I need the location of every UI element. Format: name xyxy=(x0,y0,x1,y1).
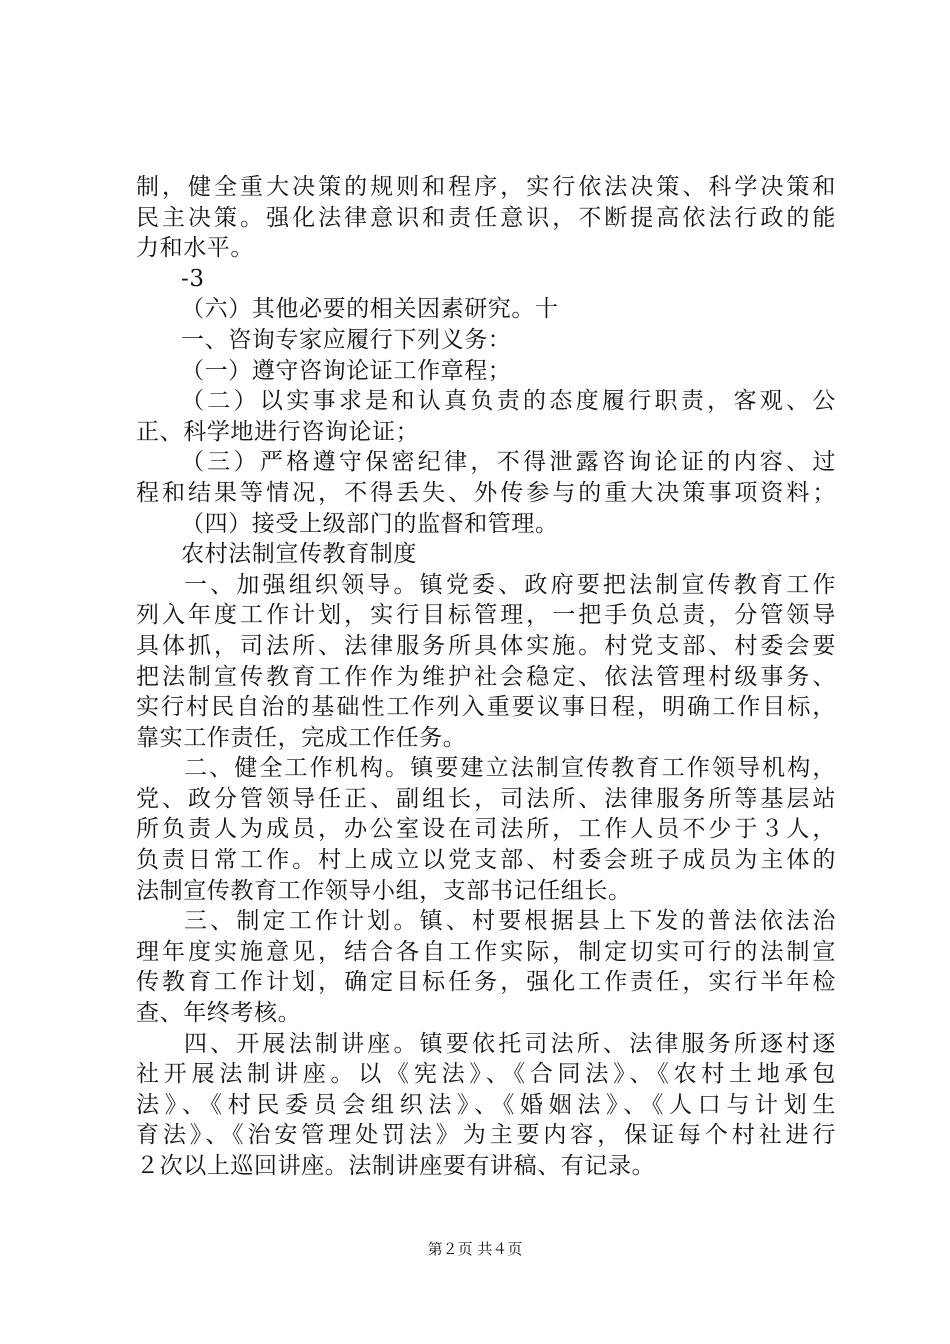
text-line: 一、咨询专家应履行下列义务： xyxy=(181,326,512,353)
text-line: （二）以实事求是和认真负责的态度履行职责，客观、公 xyxy=(181,388,836,415)
text-line: 实行村民自治的基础性工作列入重要议事日程，明确工作目标， xyxy=(136,694,836,721)
text-line: 育法》、《治安管理处罚法》为主要内容，保证每个村社进行 xyxy=(136,1122,836,1149)
text-line: 传教育工作计划，确定目标任务，强化工作责任，实行半年检 xyxy=(136,969,836,996)
text-line: 具体抓，司法所、法律服务所具体实施。村党支部、村委会要 xyxy=(136,632,836,659)
document-body xyxy=(136,172,836,1182)
text-line: 负责日常工作。村上成立以党支部、村委会班子成员为主体的 xyxy=(136,847,836,874)
text-line: 党、政分管领导任正、副组长，司法所、法律服务所等基层站 xyxy=(136,785,836,812)
text-line: （一）遵守咨询论证工作章程； xyxy=(181,357,512,384)
text-line: 程和结果等情况，不得丢失、外传参与的重大决策事项资料； xyxy=(136,479,836,506)
text-line: 靠实工作责任，完成工作任务。 xyxy=(136,724,467,751)
text-line: 所负责人为成员，办公室设在司法所，工作人员不少于３人， xyxy=(136,816,836,843)
text-line: 三、制定工作计划。镇、村要根据县上下发的普法依法治 xyxy=(184,908,836,935)
text-line: 法制宣传教育工作领导小组，支部书记任组长。 xyxy=(136,877,632,904)
text-line: 正、科学地进行咨询论证； xyxy=(136,418,420,445)
text-line: 二、健全工作机构。镇要建立法制宣传教育工作领导机构， xyxy=(184,755,836,782)
text-line: 社开展法制讲座。以《宪法》、《合同法》、《农村土地承包 xyxy=(136,1061,836,1088)
text-line: 一、加强组织领导。镇党委、政府要把法制宣传教育工作 xyxy=(184,571,836,598)
text-line: 查、年终考核。 xyxy=(136,1000,302,1027)
text-line: 力和水平。 xyxy=(136,235,254,262)
page-number-fragment: -3 xyxy=(181,265,205,292)
text-line: 列入年度工作计划，实行目标管理，一把手负总责，分管领导 xyxy=(136,602,836,629)
section-heading: 农村法制宣传教育制度 xyxy=(181,541,417,568)
text-line: （六）其他必要的相关因素研究。十 xyxy=(181,296,559,323)
text-line: 民主决策。强化法律意识和责任意识，不断提高依法行政的能 xyxy=(136,204,836,231)
page-footer: 第２页 共４页 xyxy=(427,1240,523,1258)
text-line: 理年度实施意见，结合各自工作实际，制定切实可行的法制宣 xyxy=(136,938,836,965)
text-line: 法》、《村民委员会组织法》、《婚姻法》、《人口与计划生 xyxy=(136,1091,836,1118)
text-line: 四、开展法制讲座。镇要依托司法所、法律服务所逐村逐 xyxy=(184,1030,836,1057)
text-line: 把法制宣传教育工作作为维护社会稳定、依法管理村级事务、 xyxy=(136,663,836,690)
text-line: （四）接受上级部门的监督和管理。 xyxy=(181,510,559,537)
text-line: ２次以上巡回讲座。法制讲座要有讲稿、有记录。 xyxy=(136,1153,656,1179)
text-line: （三）严格遵守保密纪律，不得泄露咨询论证的内容、过 xyxy=(181,449,836,476)
text-line: 制，健全重大决策的规则和程序，实行依法决策、科学决策和 xyxy=(136,174,836,200)
